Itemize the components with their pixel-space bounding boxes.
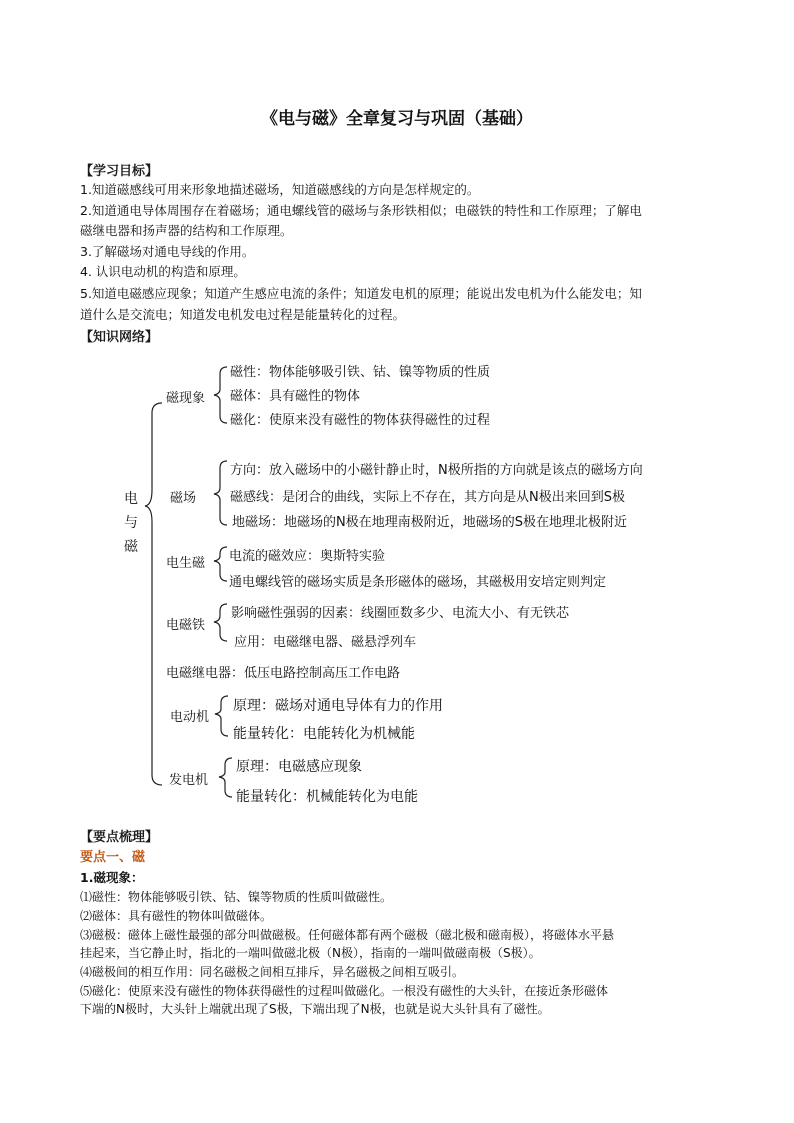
node-item: 通电螺线管的磁场实质是条形磁体的磁场，其磁极用安培定则判定 — [229, 575, 607, 590]
point-line: 挂起来，当它静止时，指北的一端叫做磁北极（N极），指南的一端叫做磁南极（S极）。 — [80, 946, 541, 960]
node-item: 能量转化：电能转化为机械能 — [233, 726, 415, 742]
node-item: 磁体：具有磁性的物体 — [230, 389, 361, 404]
subsection-title: 1.磁现象： — [80, 870, 144, 885]
goal-line: 3.了解磁场对通电导线的作用。 — [80, 244, 255, 259]
node-phenomena: 磁现象 — [166, 391, 206, 406]
node-motor: 电动机 — [170, 710, 210, 725]
point-one-title: 要点一、磁 — [80, 850, 146, 865]
point-line: ⑵磁体：具有磁性的物体叫做磁体。 — [80, 909, 273, 923]
root-char: 电 — [124, 491, 138, 507]
points-heading: 【要点梳理】 — [80, 830, 159, 845]
goal-line: 磁继电器和扬声器的结构和工作原理。 — [80, 223, 293, 238]
node-item: 能量转化：机械能转化为电能 — [236, 789, 418, 805]
root-char: 与 — [124, 515, 138, 531]
node-relay: 电磁继电器：低压电路控制高压工作电路 — [166, 666, 401, 681]
node-electromagnet: 电磁铁 — [166, 618, 206, 633]
goal-line: 2.知道通电导体周围存在着磁场；通电螺线管的磁场与条形铁相似；电磁铁的特性和工作原理；了解电 — [80, 203, 642, 218]
node-item: 电流的磁效应：奥斯特实验 — [229, 549, 386, 564]
node-field: 磁场 — [170, 491, 197, 506]
node-item: 磁感线：是闭合的曲线，实际上不存在，其方向是从N极出来回到S极 — [230, 490, 625, 505]
point-line: 下端的N极时，大头针上端就出现了S极，下端出现了N极，也就是说大头针具有了磁性。 — [80, 1002, 550, 1016]
goal-line: 1.知道磁感线可用来形象地描述磁场，知道磁感线的方向是怎样规定的。 — [80, 182, 480, 197]
node-item: 应用：电磁继电器、磁悬浮列车 — [234, 635, 417, 650]
goal-line: 道什么是交流电；知道发电机发电过程是能量转化的过程。 — [80, 307, 406, 322]
node-generator: 发电机 — [169, 773, 209, 788]
node-item: 原理：磁场对通电导体有力的作用 — [233, 698, 443, 714]
goals-heading: 【学习目标】 — [80, 164, 159, 179]
node-item: 方向：放入磁场中的小磁针静止时，N极所指的方向就是该点的磁场方向 — [230, 463, 643, 478]
point-line: ⑷磁极间的相互作用：同名磁极之间相互排斥，异名磁极之间相互吸引。 — [80, 965, 465, 979]
point-line: ⑶磁极：磁体上磁性最强的部分叫做磁极。任何磁体都有两个磁极（磁北极和磁南极），将磁体水平悬 — [80, 928, 615, 942]
node-item: 磁性：物体能够吸引铁、钴、镍等物质的性质 — [230, 365, 491, 380]
point-line: ⑸磁化：使原来没有磁性的物体获得磁性的过程叫做磁化。一根没有磁性的大头针，在接近条形磁体 — [80, 984, 609, 998]
node-item: 原理：电磁感应现象 — [236, 759, 362, 775]
node-item: 影响磁性强弱的因素：线圈匝数多少、电流大小、有无铁芯 — [231, 606, 570, 621]
network-heading: 【知识网络】 — [80, 330, 159, 345]
point-line: ⑴磁性：物体能够吸引铁、钴、镍等物质的性质叫做磁性。 — [80, 890, 393, 904]
goal-line: 5.知道电磁感应现象；知道产生感应电流的条件；知道发电机的原理；能说出发电机为什么能发电；知 — [80, 286, 642, 301]
network-root — [124, 487, 140, 559]
root-char: 磁 — [124, 539, 138, 555]
goal-line: 4. 认识电动机的构造和原理。 — [80, 264, 246, 279]
node-electromag: 电生磁 — [166, 556, 206, 571]
node-item: 磁化：使原来没有磁性的物体获得磁性的过程 — [230, 413, 491, 428]
node-item: 地磁场：地磁场的N极在地理南极附近，地磁场的S极在地理北极附近 — [232, 515, 627, 530]
page-title: 《电与磁》全章复习与巩固（基础） — [261, 109, 533, 129]
